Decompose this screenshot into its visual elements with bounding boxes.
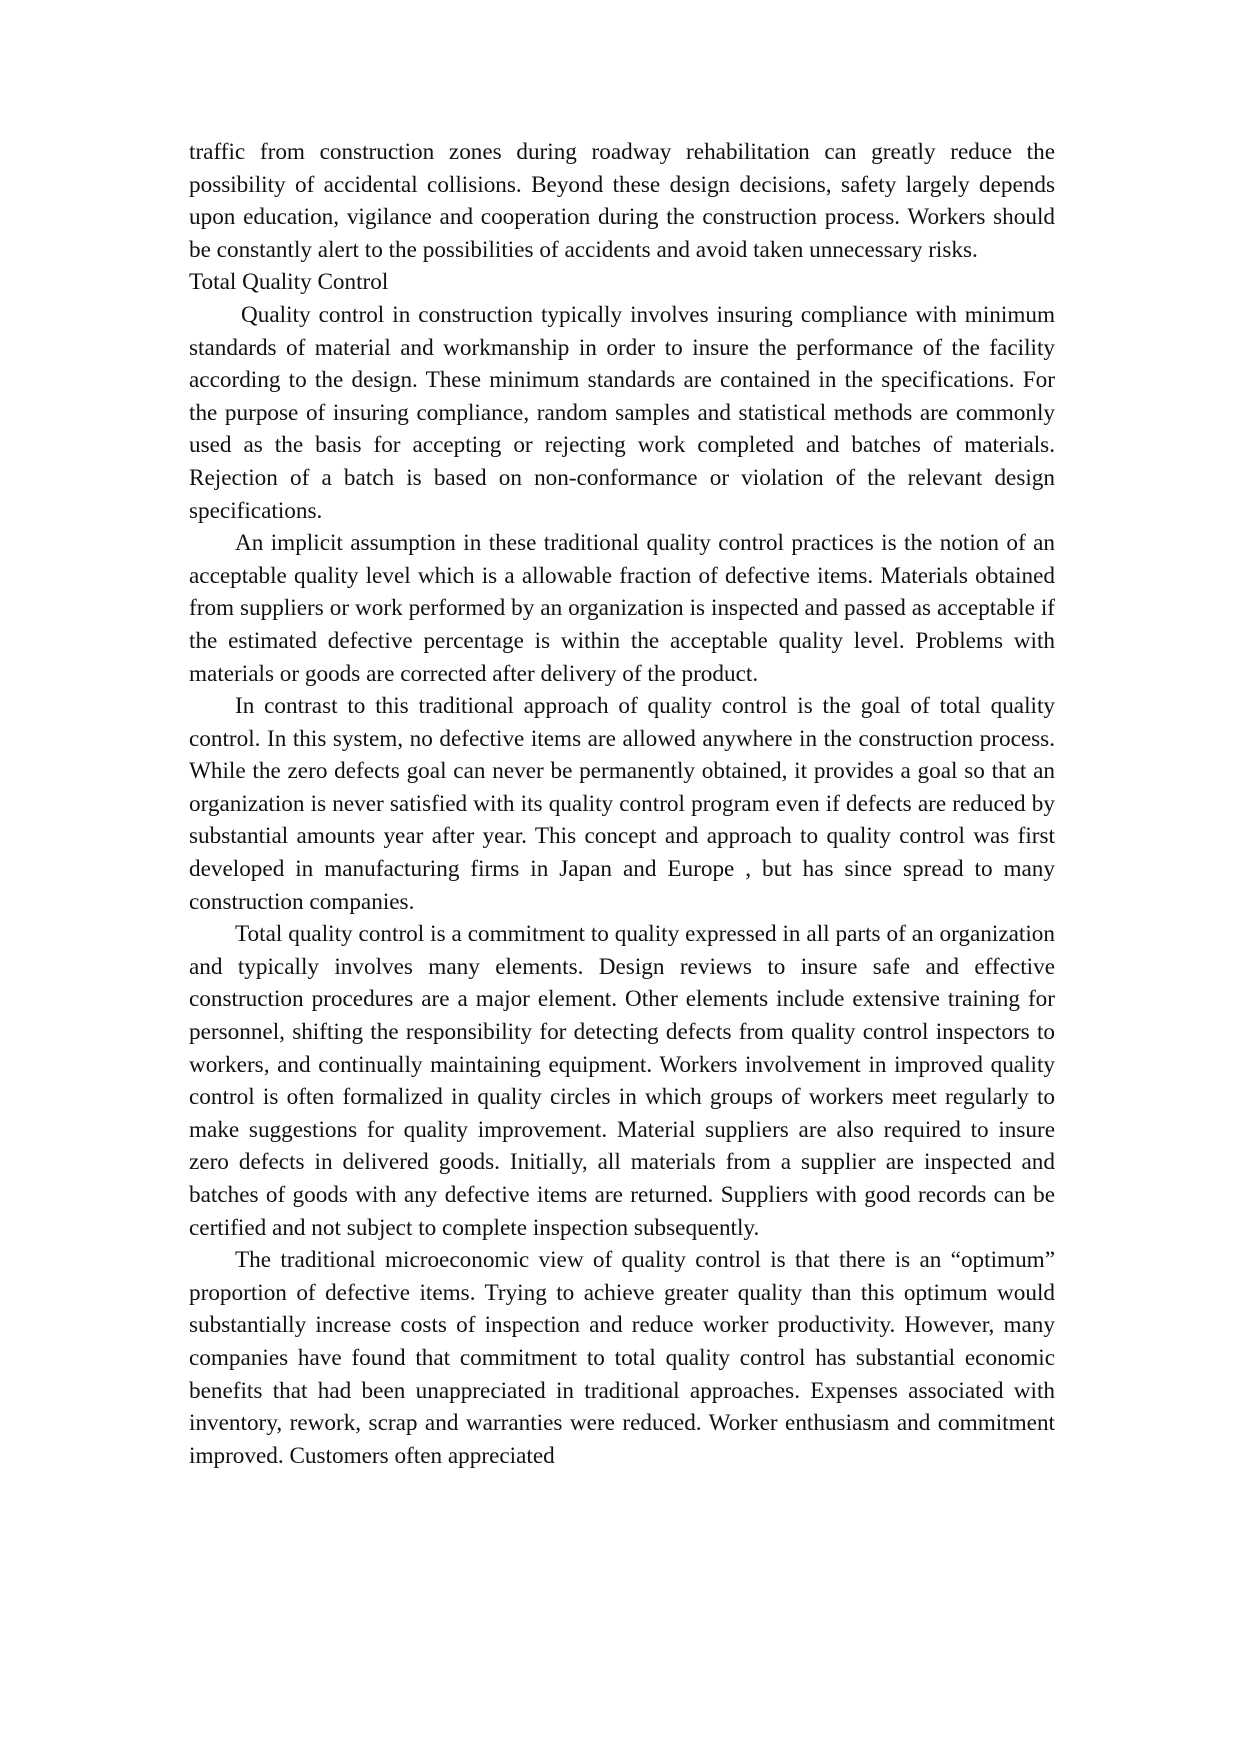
body-paragraph: Quality control in construction typically involves insuring compliance with minimum standards of material and workmanship in order to insure the performance of the facility according to the design. These minimum standards are contained in the specifications. For the purpose of insuring compliance, random samples and statistical methods are commonly used as the basis for accepting or rejecting work completed and batches of materials. Rejection of a batch is based on non-conformance or violation of the relevant design specifications. bbox=[189, 301, 1055, 524]
section-heading: Total Quality Control bbox=[189, 269, 389, 296]
document-page bbox=[189, 136, 1055, 1472]
body-paragraph: In contrast to this traditional approach of quality control is the goal of total quality control. In this system, no defective items are allowed anywhere in the construction process. While the zero defects goal can never be permanently obtained, it provides a goal so that an organization is never satisfied with its quality control program even if defects are reduced by substantial amounts year after year. This concept and approach to quality control was first developed in manufacturing firms in Japan and Europe , but has since spread to many construction companies. bbox=[189, 693, 1055, 915]
continuation-paragraph: traffic from construction zones during roadway rehabilitation can greatly reduce the possibility of accidental collisions. Beyond these design decisions, safety largely depends upon education, vigilance and cooperation during the construction process. Workers should be constantly alert to the possibilities of accidents and avoid taken unnecessary risks. bbox=[189, 139, 1055, 263]
body-paragraph: Total quality control is a commitment to quality expressed in all parts of an organization and typically involves many elements. Design reviews to insure safe and effective construction procedures are a major element. Other elements include extensive training for personnel, shifting the responsibility for detecting defects from quality control inspectors to workers, and continually maintaining equipment. Workers involvement in improved quality control is often formalized in quality circles in which groups of workers meet regularly to make suggestions for quality improvement. Material suppliers are also required to insure zero defects in delivered goods. Initially, all materials from a supplier are inspected and batches of goods with any defective items are returned. Suppliers with good records can be certified and not subject to complete inspection subsequently. bbox=[189, 921, 1055, 1241]
body-paragraph: An implicit assumption in these traditional quality control practices is the notion of an acceptable quality level which is a allowable fraction of defective items. Materials obtained from suppliers or work performed by an organization is inspected and passed as acceptable if the estimated defective percentage is within the acceptable quality level. Problems with materials or goods are corrected after delivery of the product. bbox=[189, 530, 1055, 687]
body-paragraph: The traditional microeconomic view of quality control is that there is an “optimum” proportion of defective items. Trying to achieve greater quality than this optimum would substantially increase costs of inspection and reduce worker productivity. However, many companies have found that commitment to total quality control has substantial economic benefits that had been unappreciated in traditional approaches. Expenses associated with inventory, rework, scrap and warranties were reduced. Worker enthusiasm and commitment improved. Customers often appreciated bbox=[189, 1247, 1055, 1469]
